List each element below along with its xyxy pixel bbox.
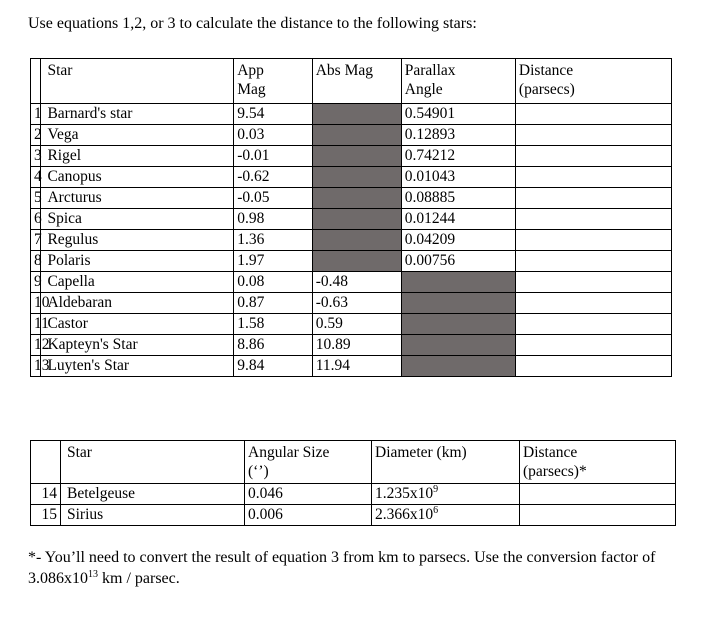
table-row	[31, 484, 676, 505]
table-header-row	[31, 441, 676, 484]
app-mag-cell: 1.36	[234, 230, 313, 251]
parallax-cell: 0.54901	[401, 104, 515, 125]
instructions: Use equations 1,2, or 3 to calculate the distance to the following stars:	[28, 15, 477, 32]
diameter-cell: $2.366x10^6$	[372, 505, 520, 526]
header-diameter: Diameter (km)	[372, 441, 520, 484]
app-mag-cell: 1.97	[234, 251, 313, 272]
star-name-cell: Luyten's Star	[41, 356, 234, 377]
distance-cell	[520, 484, 676, 505]
table-row	[31, 167, 672, 188]
angular-size-cell: 0.006	[245, 505, 372, 526]
header-angular-size: Angular Size (‘’)	[245, 441, 372, 484]
abs-mag-cell: -0.48	[312, 272, 401, 293]
distance-cell	[515, 167, 671, 188]
star-name-cell: Barnard's star	[41, 104, 234, 125]
table-row	[31, 209, 672, 230]
shaded-cell	[312, 146, 401, 167]
parallax-cell: 0.08885	[401, 188, 515, 209]
table-row	[31, 146, 672, 167]
distance-cell	[515, 104, 671, 125]
table-row	[31, 356, 672, 377]
row-number: 14	[31, 484, 61, 505]
row-number: 11	[31, 314, 41, 335]
app-mag-cell: 1.58	[234, 314, 313, 335]
star-name-cell: Capella	[41, 272, 234, 293]
abs-mag-cell: 11.94	[312, 356, 401, 377]
parallax-cell: 0.00756	[401, 251, 515, 272]
table-row	[31, 272, 672, 293]
distance-cell	[515, 314, 671, 335]
row-number: 4	[31, 167, 41, 188]
header-star: Star	[41, 59, 234, 104]
parallax-cell: 0.12893	[401, 125, 515, 146]
row-number: 15	[31, 505, 61, 526]
star-name-cell: Kapteyn's Star	[41, 335, 234, 356]
table-row	[31, 293, 672, 314]
shaded-cell	[312, 104, 401, 125]
star-name-cell: Regulus	[41, 230, 234, 251]
distance-cell	[515, 125, 671, 146]
header-number	[31, 441, 61, 484]
app-mag-cell: 0.87	[234, 293, 313, 314]
row-number: 9	[31, 272, 41, 293]
star-name-cell: Aldebaran	[41, 293, 234, 314]
shaded-cell	[312, 188, 401, 209]
table-header-row	[31, 59, 672, 104]
distance-cell	[515, 146, 671, 167]
app-mag-cell: -0.62	[234, 167, 313, 188]
shaded-cell	[312, 230, 401, 251]
shaded-cell	[401, 272, 515, 293]
row-number: 12	[31, 335, 41, 356]
app-mag-cell: 0.03	[234, 125, 313, 146]
header-number	[31, 59, 41, 104]
star-name-cell: Spica	[41, 209, 234, 230]
row-number: 13	[31, 356, 41, 377]
distance-cell	[515, 251, 671, 272]
table-row	[31, 251, 672, 272]
shaded-cell	[312, 125, 401, 146]
app-mag-cell: -0.05	[234, 188, 313, 209]
app-mag-cell: 9.84	[234, 356, 313, 377]
app-mag-cell: 8.86	[234, 335, 313, 356]
app-mag-cell: 0.98	[234, 209, 313, 230]
row-number: 8	[31, 251, 41, 272]
row-number: 6	[31, 209, 41, 230]
row-number: 3	[31, 146, 41, 167]
parallax-cell: 0.74212	[401, 146, 515, 167]
app-mag-cell: 9.54	[234, 104, 313, 125]
distance-cell	[515, 335, 671, 356]
shaded-cell	[401, 356, 515, 377]
star-distance-table	[30, 58, 672, 377]
star-name-cell: Vega	[41, 125, 234, 146]
distance-cell	[515, 356, 671, 377]
distance-cell	[515, 293, 671, 314]
parallax-cell: 0.01043	[401, 167, 515, 188]
parallax-cell: 0.01244	[401, 209, 515, 230]
table-row	[31, 125, 672, 146]
row-number: 2	[31, 125, 41, 146]
table-row	[31, 505, 676, 526]
header-app-mag: App Mag	[234, 59, 313, 104]
row-number: 5	[31, 188, 41, 209]
parallax-cell: 0.04209	[401, 230, 515, 251]
star-name-cell: Polaris	[41, 251, 234, 272]
table-row	[31, 188, 672, 209]
distance-cell	[515, 209, 671, 230]
distance-cell	[520, 505, 676, 526]
row-number: 1	[31, 104, 41, 125]
star-name-cell: Castor	[41, 314, 234, 335]
shaded-cell	[401, 293, 515, 314]
distance-cell	[515, 230, 671, 251]
star-name-cell: Canopus	[41, 167, 234, 188]
table-row	[31, 335, 672, 356]
star-name-cell: Sirius	[61, 505, 245, 526]
star-name-cell: Rigel	[41, 146, 234, 167]
header-star: Star	[61, 441, 245, 484]
table-row	[31, 230, 672, 251]
table-row	[31, 314, 672, 335]
table-row	[31, 104, 672, 125]
angular-size-cell: 0.046	[245, 484, 372, 505]
footnote: *- You’ll need to convert the result of equation 3 from km to parsecs. Use the conversion factor of $3.086x10^{13}$ km / parsec.	[28, 549, 656, 587]
distance-cell	[515, 188, 671, 209]
header-distance: Distance (parsecs)*	[520, 441, 676, 484]
abs-mag-cell: 0.59	[312, 314, 401, 335]
header-abs-mag: Abs Mag	[312, 59, 401, 104]
angular-size-table	[30, 440, 676, 526]
shaded-cell	[312, 251, 401, 272]
header-distance: Distance (parsecs)	[515, 59, 671, 104]
shaded-cell	[312, 209, 401, 230]
star-name-cell: Arcturus	[41, 188, 234, 209]
diameter-cell: $1.235x10^9$	[372, 484, 520, 505]
distance-cell	[515, 272, 671, 293]
row-number: 7	[31, 230, 41, 251]
row-number: 10	[31, 293, 41, 314]
shaded-cell	[312, 167, 401, 188]
abs-mag-cell: -0.63	[312, 293, 401, 314]
shaded-cell	[401, 335, 515, 356]
app-mag-cell: 0.08	[234, 272, 313, 293]
app-mag-cell: -0.01	[234, 146, 313, 167]
abs-mag-cell: 10.89	[312, 335, 401, 356]
header-parallax: Parallax Angle	[401, 59, 515, 104]
shaded-cell	[401, 314, 515, 335]
star-name-cell: Betelgeuse	[61, 484, 245, 505]
